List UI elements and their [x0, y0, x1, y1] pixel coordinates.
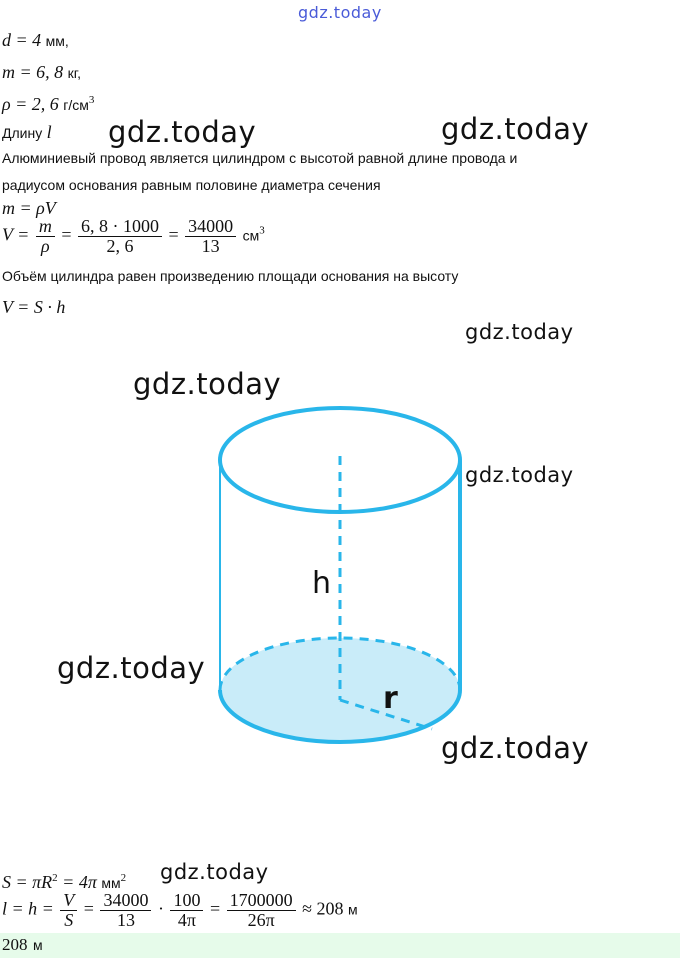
explanation-line-2: радиусом основания равным половине диаметра сечения [2, 177, 381, 193]
fraction-numerator: 34000 [100, 891, 151, 911]
length-calculation [2, 891, 358, 930]
volume-calculation [2, 217, 265, 256]
radius-label: r [383, 681, 398, 716]
multiply-dot: · [157, 898, 164, 919]
fraction-numerator: 6, 8 · 1000 [78, 217, 162, 237]
answer-box [0, 933, 680, 958]
fraction [60, 891, 77, 930]
fraction-denominator: S [64, 910, 74, 930]
find-variable: l [46, 122, 52, 142]
watermark: gdz.today [465, 463, 574, 487]
watermark: gdz.today [108, 115, 257, 149]
watermark: gdz.today [160, 860, 269, 884]
area-unit-exp: 2 [120, 872, 127, 884]
volume-formula: V = S · h [2, 297, 66, 317]
fraction-numerator: 34000 [185, 217, 236, 237]
volume-text: Объём цилиндра равен произведению площади основания на высоту [2, 268, 459, 284]
equals-sign: = [83, 898, 94, 919]
fraction [36, 217, 55, 256]
watermark: gdz.today [57, 651, 206, 685]
fraction-denominator: 2, 6 [106, 236, 134, 256]
length-unit: м [348, 901, 358, 918]
answer-unit: м [33, 937, 43, 953]
volume-lhs: V = [2, 224, 30, 245]
fraction-numerator: 100 [170, 891, 203, 911]
fraction [78, 217, 162, 256]
watermark: gdz.today [441, 112, 590, 146]
fraction [170, 891, 203, 930]
fraction-denominator: 13 [201, 236, 220, 256]
mass-formula: m = ρV [2, 198, 56, 218]
watermark-top: gdz.today [298, 3, 382, 22]
watermark: gdz.today [465, 320, 574, 344]
fraction-denominator: 13 [116, 910, 135, 930]
given-density-exp: 3 [88, 94, 95, 106]
find-line [2, 122, 52, 143]
given-density-value: ρ = 2, 6 [2, 94, 59, 114]
fraction-numerator: 1700000 [227, 891, 296, 911]
volume-unit: см [242, 227, 260, 244]
fraction [227, 891, 296, 930]
volume-unit-exp: 3 [259, 224, 265, 237]
given-diameter [2, 30, 69, 51]
approx-result: ≈ 208 [302, 898, 344, 919]
fraction-denominator: ρ [41, 236, 50, 256]
given-density [2, 94, 94, 115]
given-mass [2, 62, 81, 83]
answer-value: 208 [2, 935, 28, 954]
fraction-denominator: 4π [177, 910, 196, 930]
fraction [185, 217, 236, 256]
given-diameter-value: d = 4 [2, 30, 42, 50]
watermark: gdz.today [441, 731, 590, 765]
equals-sign: = [61, 224, 72, 245]
find-label: Длину [2, 125, 43, 141]
length-lhs: l = h = [2, 898, 54, 919]
given-density-unit: г/см [63, 97, 89, 113]
fraction-denominator: 26π [247, 910, 275, 930]
height-label: h [312, 566, 332, 601]
cylinder-diagram [200, 390, 480, 770]
fraction-numerator: m [36, 217, 55, 237]
fraction [100, 891, 151, 930]
equals-sign: = [168, 224, 179, 245]
area-rhs: = 4π [62, 872, 97, 892]
watermark: gdz.today [133, 367, 282, 401]
given-mass-unit: кг, [67, 65, 82, 81]
given-diameter-unit: мм, [45, 33, 69, 49]
area-exp: 2 [52, 872, 58, 884]
explanation-line-1: Алюминиевый провод является цилиндром с высотой равной длине провода и [2, 150, 518, 166]
area-lhs: S = πR [2, 872, 53, 892]
equals-sign: = [209, 898, 221, 919]
fraction-numerator: V [60, 891, 77, 911]
area-unit: мм [101, 875, 121, 891]
given-mass-value: m = 6, 8 [2, 62, 64, 82]
